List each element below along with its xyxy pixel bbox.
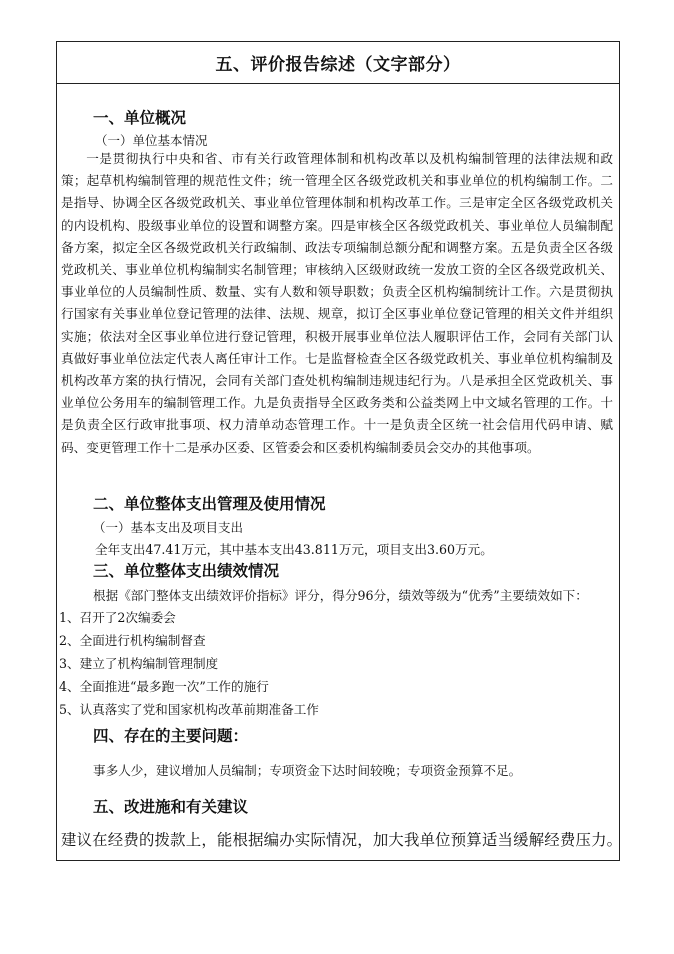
section2-subheading: （一）基本支出及项目支出 (93, 520, 244, 535)
section4-heading: 四、存在的主要问题： (93, 727, 249, 745)
section1-body: 一是贯彻执行中央和省、市有关行政管理体制和机构改革以及机构编制管理的法律法规和政策；起草机构编制管理的规范性文件；统一管理全区各级党政机关和事业单位的机构编制工作。二是指导、协调全区各级党政机关、事业单位管理体制和机构改革工作。三是审定全区各级党政机关的内设机构、股级事业单位的设置和调整方案。四是审核全区各级党政机关、事业单位人员编制配备方案，拟定全区各级党政机关行政编制、政法专项编制总额分配和调整方案。五是负责全区各级党政机关、事业单位机构编制实名制管理；审核纳入区级财政统一发放工资的全区各级党政机关、事业单位的人员编制性质、数量、实有人数和领导职数；负责全区机构编制统计工作。六是贯彻执行国家有关事业单位登记管理的法律、法规、规章，拟订全区事业单位登记管理的相关文件并组织实施；依法对全区事业单位进行登记管理，积极开展事业单位法人履职评估工作，会同有关部门认真做好事业单位法定代表人离任审计工作。七是监督检查全区各级党政机关、事业单位机构编制及机构改革方案的执行情况，会同有关部门查处机构编制违规违纪行为。八是承担全区党政机关、事业单位公务用车的编制管理工作。九是负责指导全区政务类和公益类网上中文域名管理的工作。十是负责全区行政审批事项、权力清单动态管理工作。十一是负责全区统一社会信用代码申请、赋码、变更管理工作十二是承办区委、区管委会和区委机构编制委员会交办的其他事项。 (61, 151, 613, 455)
section1-subheading: （一）单位基本情况 (95, 133, 208, 148)
section1-heading: 一、单位概况 (93, 109, 187, 127)
list-item: 5、认真落实了党和国家机构改革前期准备工作 (59, 702, 319, 717)
section2-body: 全年支出47.41万元，其中基本支出43.811万元，项目支出3.60万元。 (95, 542, 493, 557)
list-item: 2、全面进行机构编制督查 (59, 633, 206, 648)
section2-heading: 二、单位整体支出管理及使用情况 (93, 495, 326, 513)
title-divider (57, 83, 619, 84)
section4-body: 事多人少，建议增加人员编制；专项资金下达时间较晚；专项资金预算不足。 (93, 763, 522, 778)
section3-heading: 三、单位整体支出绩效情况 (93, 562, 280, 580)
list-item: 3、建立了机构编制管理制度 (59, 656, 219, 671)
report-frame (56, 41, 623, 861)
list-item: 1、召开了2次编委会 (59, 610, 176, 625)
section5-body: 建议在经费的拨款上，能根据编办实际情况，加大我单位预算适当缓解经费压力。 (61, 831, 623, 849)
list-item: 4、全面推进“最多跑一次”工作的施行 (59, 679, 269, 694)
section3-intro: 根据《部门整体支出绩效评价指标》评分，得分96分，绩效等级为“优秀”主要绩效如下： (93, 588, 588, 603)
page-title: 五、评价报告综述（文字部分） (215, 55, 461, 75)
section5-heading: 五、改进施和有关建议 (93, 798, 249, 816)
